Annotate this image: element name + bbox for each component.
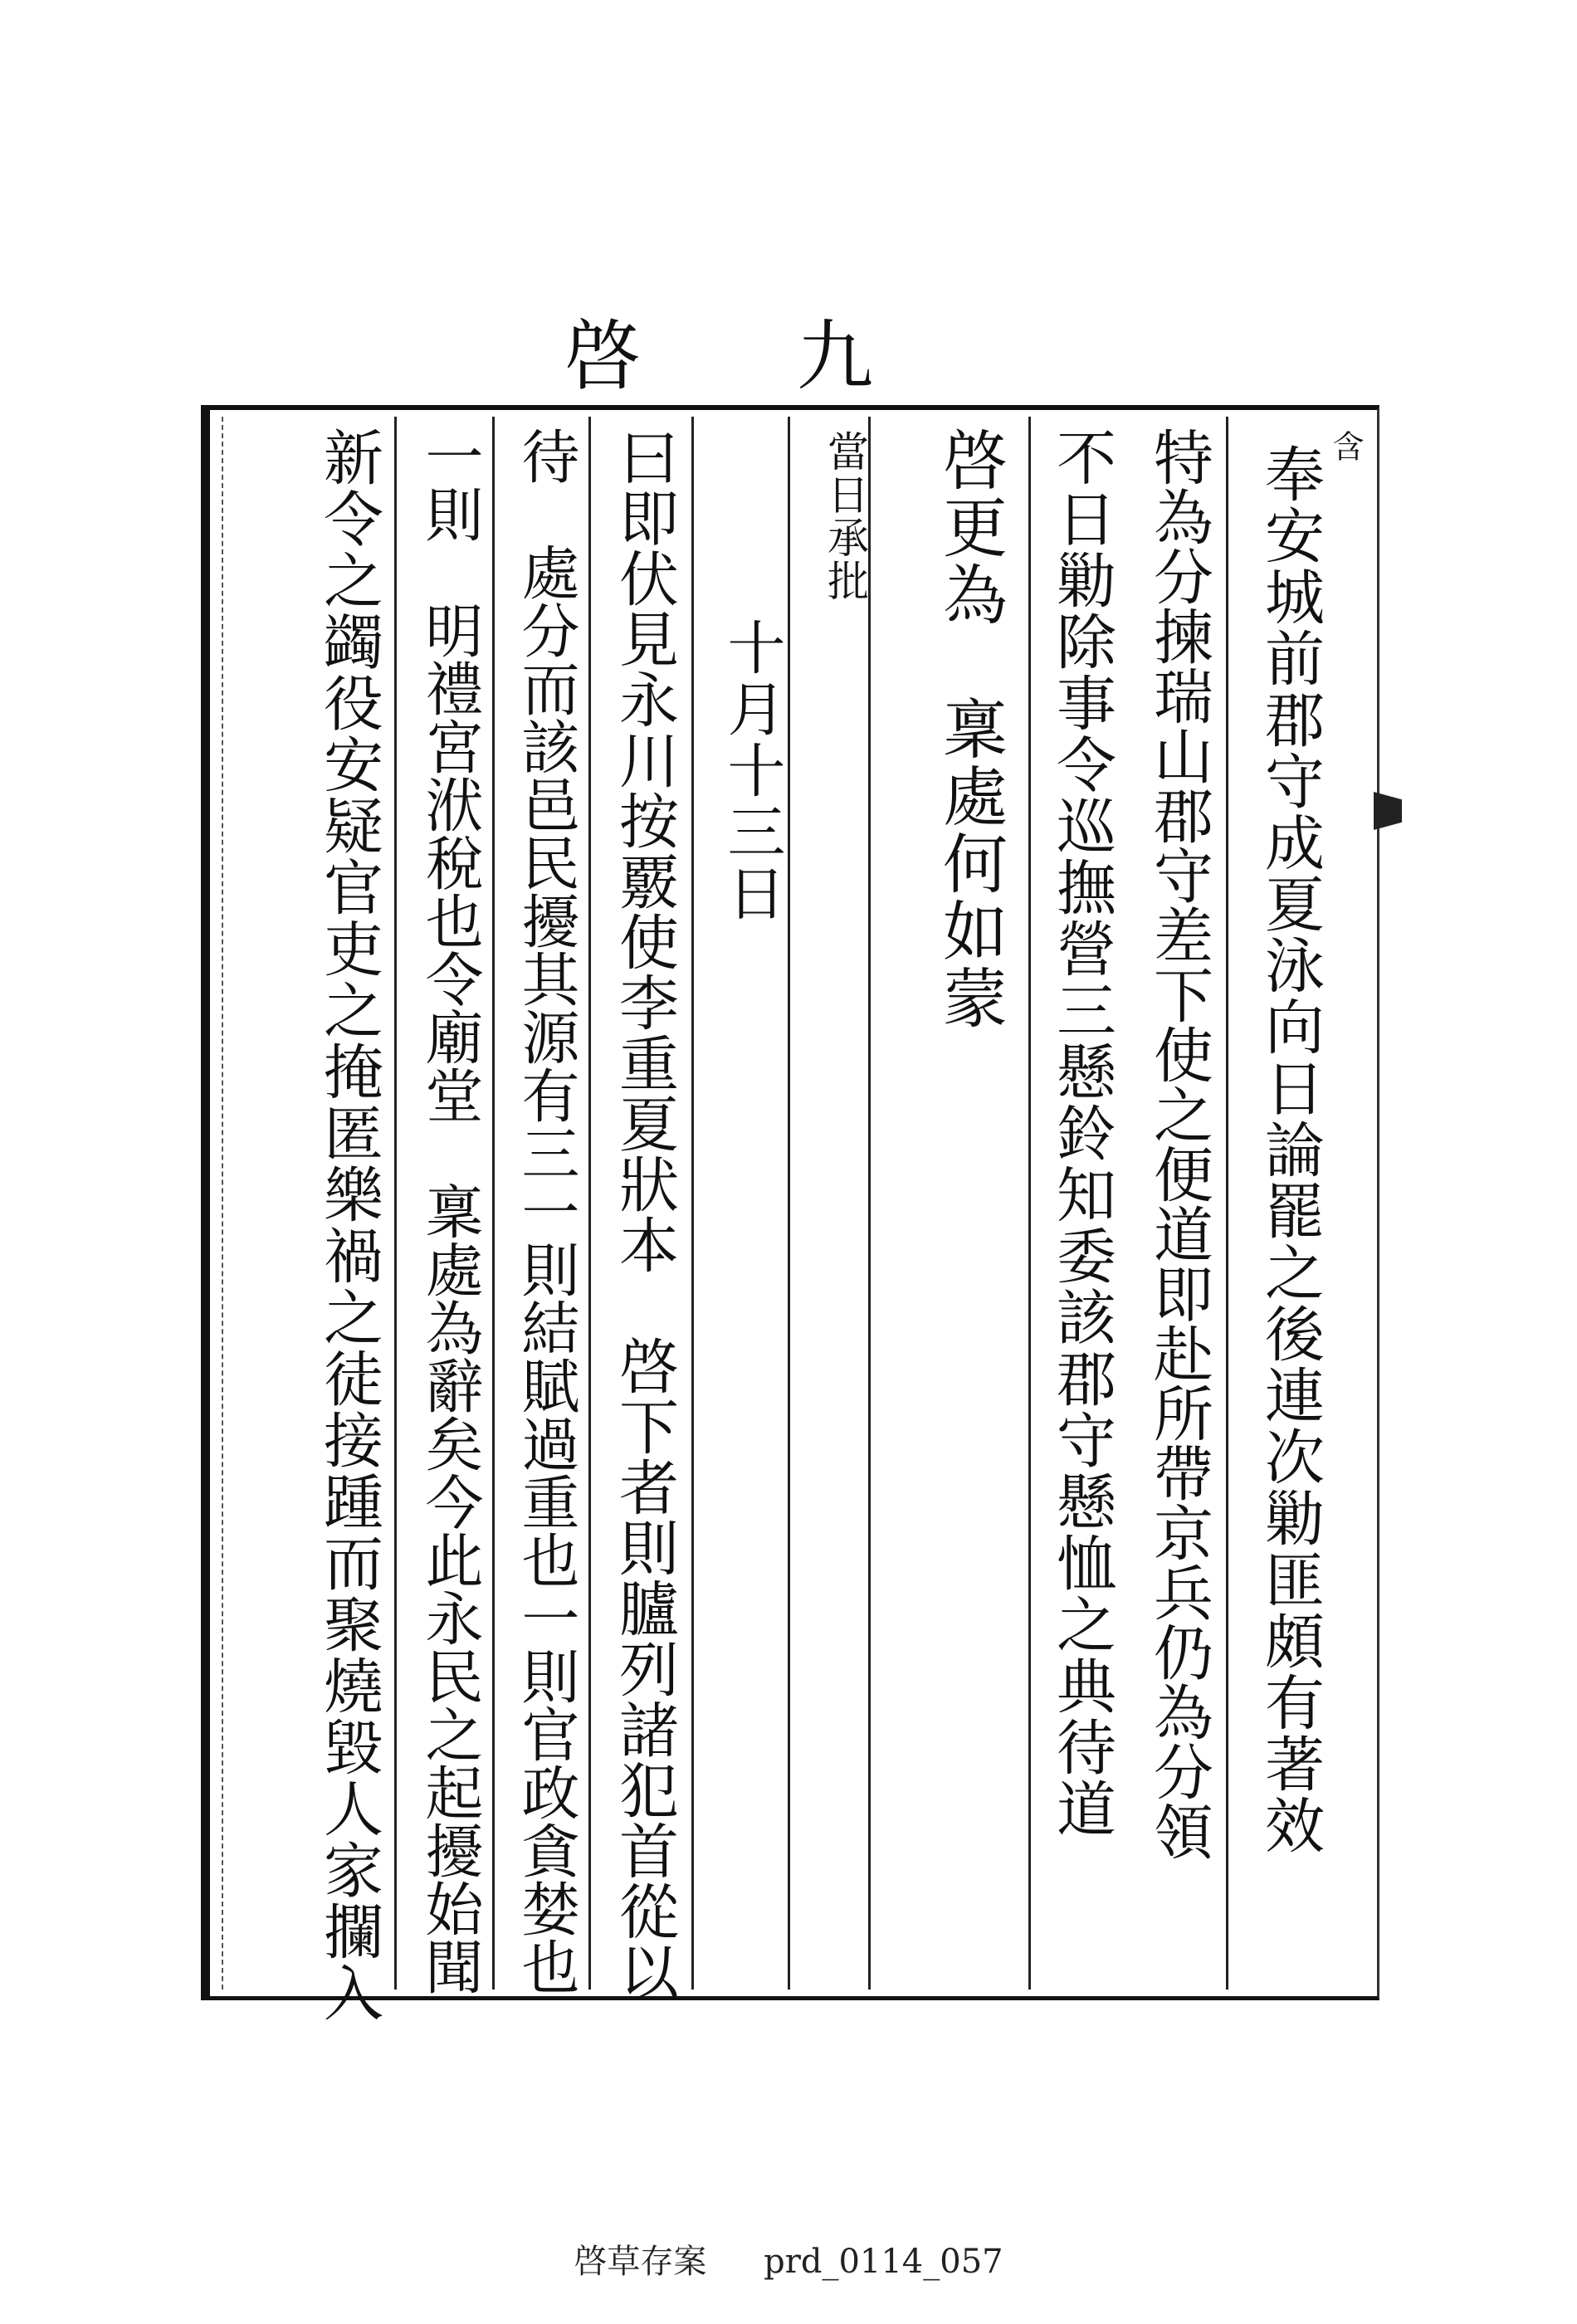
- page-footer: [0, 2241, 1577, 2282]
- header-glyph-jiu: 九: [797, 312, 874, 401]
- column-divider: [1226, 417, 1228, 1990]
- column-divider: [1028, 417, 1031, 1990]
- column-note: 含: [1327, 430, 1364, 464]
- column-divider: [492, 417, 495, 1990]
- footer-code: prd_0114_057: [764, 2243, 1003, 2281]
- frame-notch-mark: [1374, 792, 1402, 830]
- column-7: 曰即伏見永川按覈使李重夏狀本 啓下者則臚列諸犯首從以: [609, 427, 679, 2002]
- column-10: 新令之蠲役安疑官吏之掩匿樂禍之徒接踵而聚燒毀人家攔入: [314, 427, 383, 2024]
- text-frame: [201, 405, 1379, 2024]
- column-3: 不日勦除事令巡撫營三懸鈴知委該郡守懸恤之典待道: [1047, 427, 1116, 1839]
- column-6-date: 十月十三日: [718, 618, 786, 925]
- column-9: 一則 明禮宮洑稅也令廟堂 稟處為辭矣今此永民之起擾始聞: [416, 427, 484, 1995]
- column-5: 當日承批: [821, 430, 869, 603]
- column-4: 啓更為 稟處何如蒙: [932, 427, 1007, 1032]
- column-divider: [691, 417, 694, 1990]
- column-divider: [868, 417, 871, 1990]
- page-header: [0, 312, 1577, 407]
- column-divider: [394, 417, 397, 1990]
- column-divider: [588, 417, 591, 1990]
- frame-inner-border: [222, 417, 223, 1990]
- header-glyph-qi: 啓: [564, 312, 650, 401]
- column-1: 奉安城前郡守成夏泳向日論罷之後連次勦匪頗有著效: [1255, 443, 1325, 1856]
- column-8: 待 處分而該邑民擾其源有三一則結賦過重也一則官政貪婪也: [512, 427, 580, 1995]
- column-2: 特為分揀瑞山郡守差下使之便道即赴所帶京兵仍為分領: [1144, 427, 1213, 1861]
- footer-title: 啓草存案: [574, 2243, 707, 2281]
